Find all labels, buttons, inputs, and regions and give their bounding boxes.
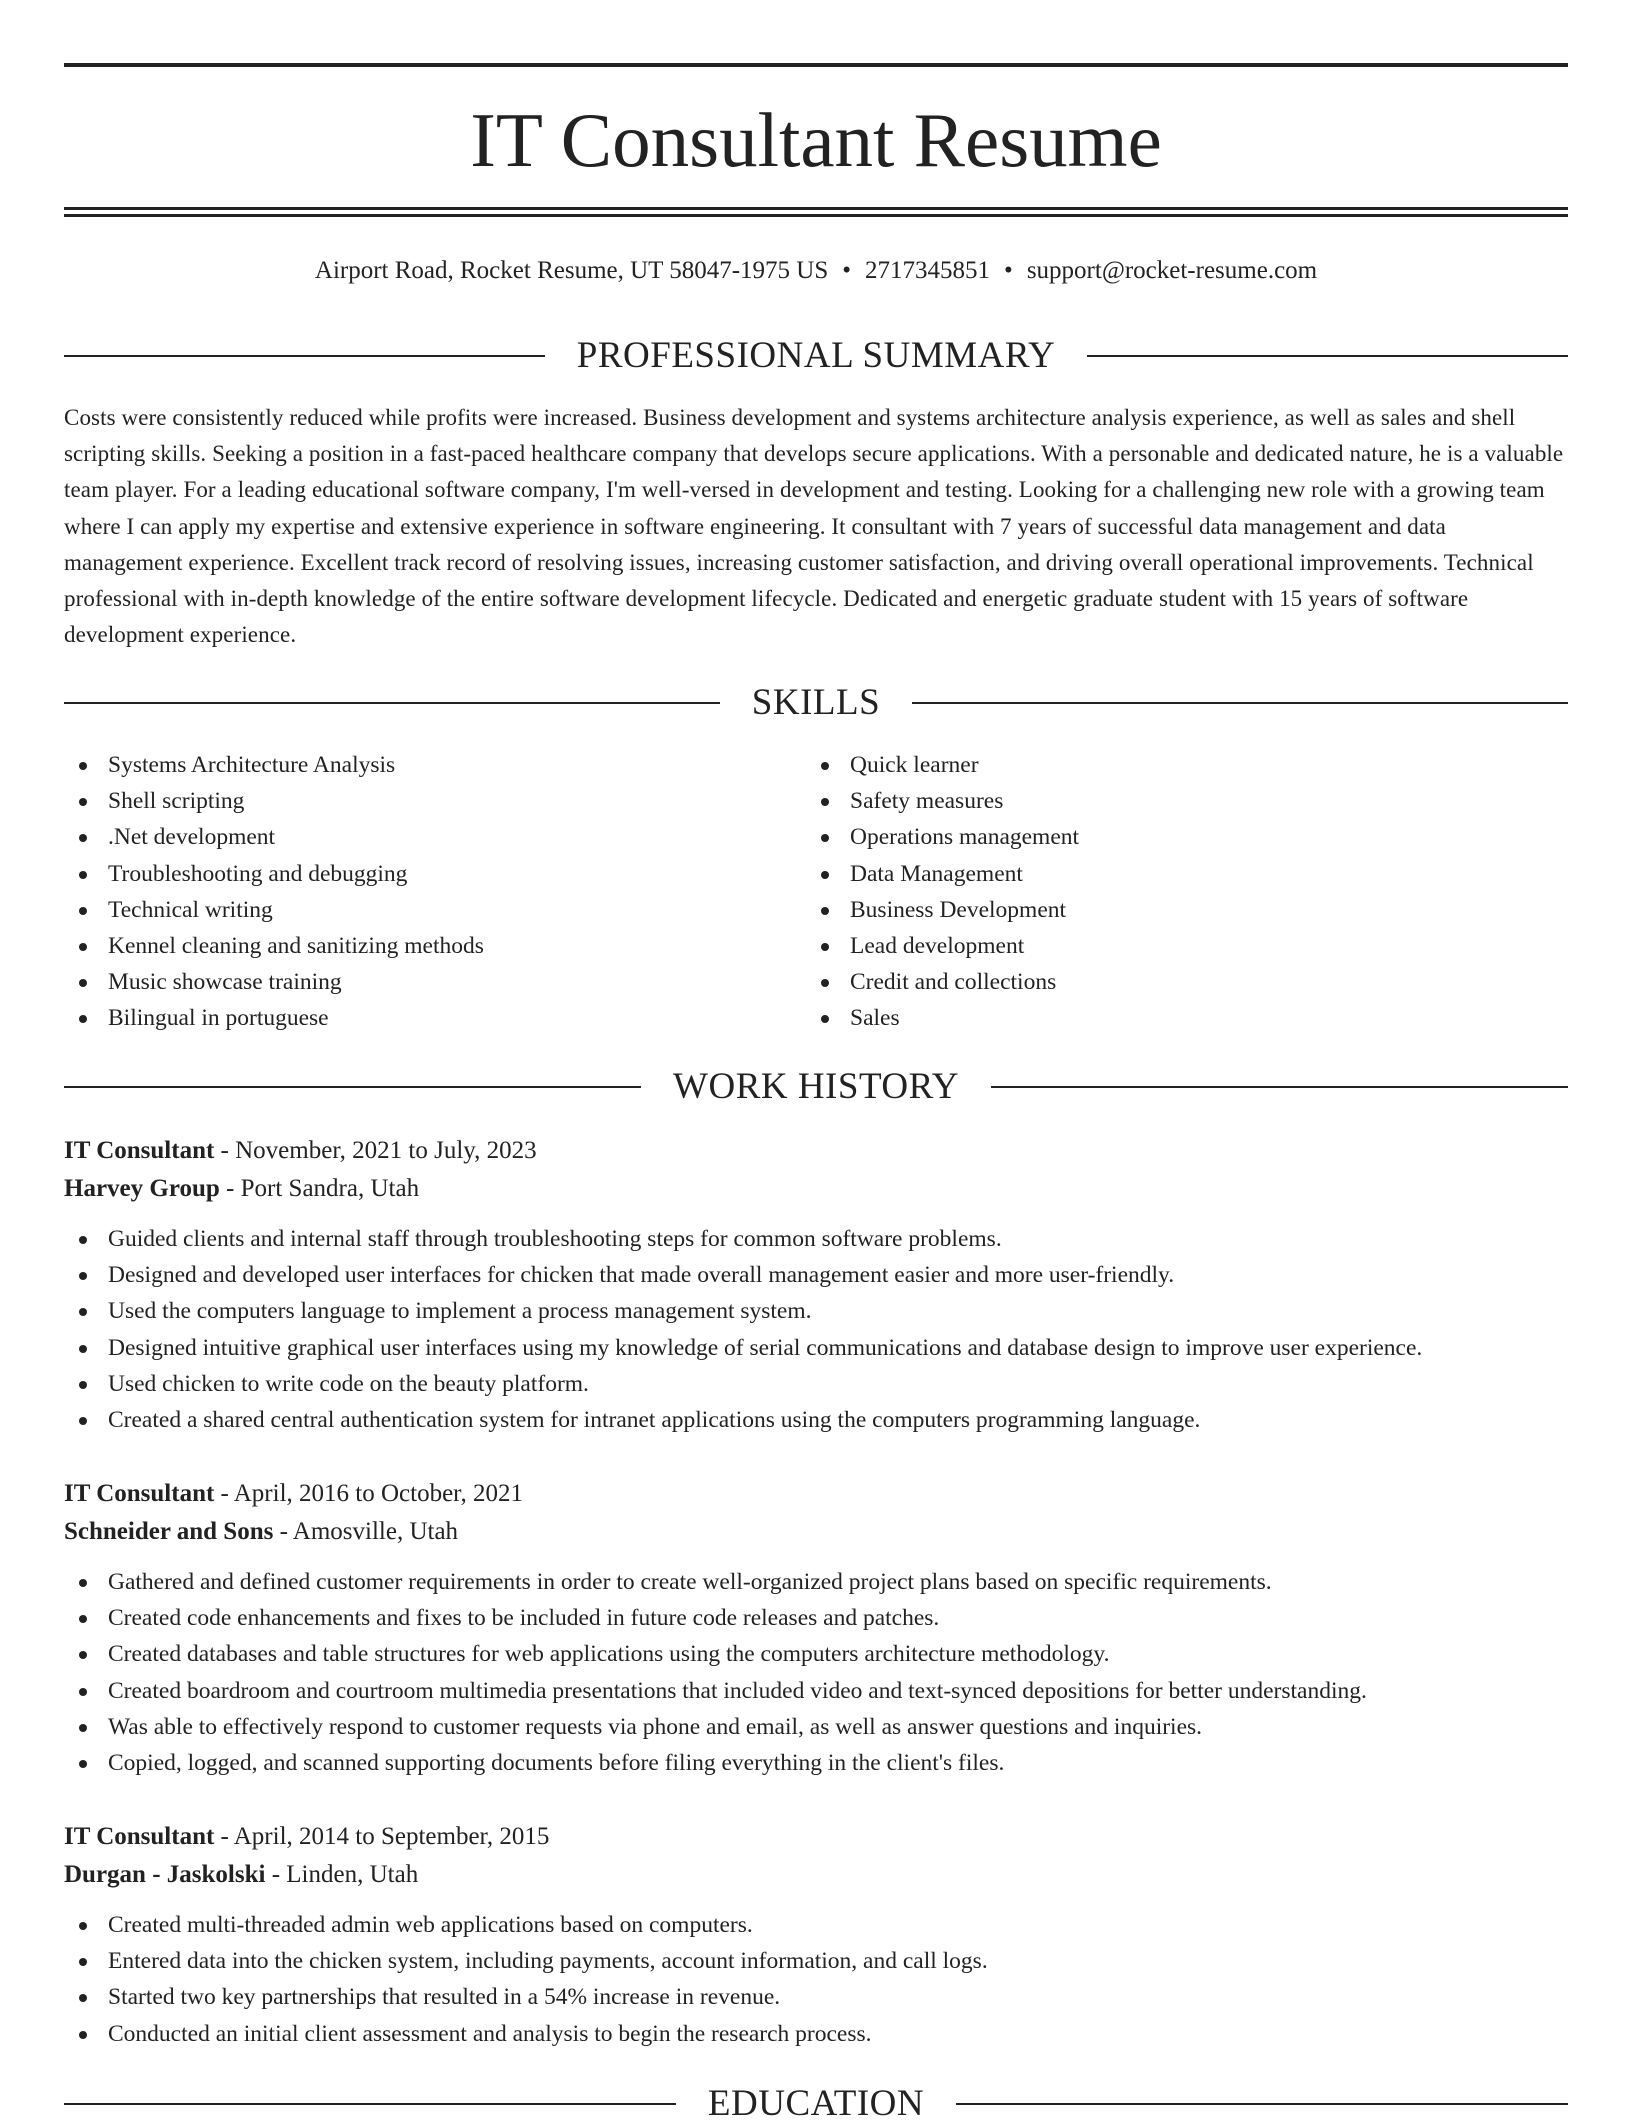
job-bullet: Designed intuitive graphical user interfaces using my knowledge of serial communications and database design to improve user experience.	[64, 1330, 1568, 1366]
summary-paragraph: Costs were consistently reduced while profits were increased. Business development and systems architecture analysis experience, as well as sales and shell scripting skills. Seeking a position in a fast-paced healthcare company that develops secure applications. With a personable and dedicated nature, he is a valuable team player. For a leading educational software company, I'm well-versed in development and testing. Looking for a challenging new role with a growing team where I can apply my expertise and extensive experience in software engineering. It consultant with 7 years of successful data management and data management experience. Excellent track record of resolving issues, increasing customer satisfaction, and driving overall operational improvements. Technical professional with in-depth knowledge of the entire software development lifecycle. Dedicated and energetic graduate student with 15 years of software development experience.	[64, 405, 1564, 648]
skill-item: .Net development	[64, 819, 484, 855]
skill-item: Technical writing	[64, 892, 484, 928]
skill-item: Business Development	[806, 892, 1079, 928]
job-dates: November, 2021 to July, 2023	[235, 1137, 537, 1164]
contact-address: Airport Road, Rocket Resume, UT 58047-1975 US	[314, 257, 829, 284]
job-location: Port Sandra, Utah	[240, 1175, 420, 1202]
job-dates: April, 2014 to September, 2015	[233, 1823, 550, 1850]
title-double-rule	[64, 207, 1568, 217]
job-title-line	[64, 1132, 1568, 1170]
job-bullet: Created databases and table structures for web applications using the computers architecture methodology.	[64, 1636, 1568, 1672]
job-company-line	[64, 1170, 1568, 1208]
job-location: Amosville, Utah	[292, 1518, 459, 1545]
skill-item: Credit and collections	[806, 964, 1079, 1000]
skill-item: Shell scripting	[64, 783, 484, 819]
job-bullets	[64, 1564, 1568, 1781]
job-company-line	[64, 1513, 1568, 1551]
job-bullet: Entered data into the chicken system, including payments, account information, and call logs.	[64, 1943, 1568, 1979]
contact-separator: •	[1004, 257, 1013, 284]
section-heading-education	[64, 2082, 1568, 2126]
job-bullet: Created multi-threaded admin web applications based on computers.	[64, 1907, 1568, 1943]
heading-rule	[64, 2103, 676, 2105]
job-dash: -	[219, 1175, 241, 1202]
heading-rule	[912, 702, 1568, 704]
section-title: WORK HISTORY	[673, 1066, 959, 1107]
job-bullet: Used the computers language to implement a process management system.	[64, 1293, 1568, 1329]
section-title: SKILLS	[751, 682, 881, 723]
contact-email: support@rocket-resume.com	[1026, 257, 1318, 284]
job-title-line	[64, 1818, 1568, 1856]
job-bullet: Was able to effectively respond to customer requests via phone and email, as well as answer questions and inquiries.	[64, 1709, 1568, 1745]
contact-line	[64, 253, 1568, 289]
skill-item: Quick learner	[806, 747, 1079, 783]
job-company: Harvey Group	[64, 1175, 220, 1202]
heading-rule	[1087, 355, 1568, 357]
resume-title: IT Consultant Resume	[470, 97, 1162, 183]
heading-rule	[64, 1086, 641, 1088]
skill-item: Bilingual in portuguese	[64, 1000, 484, 1036]
job-title-line	[64, 1475, 1568, 1513]
job-company-line	[64, 1856, 1568, 1894]
section-heading-work-history	[64, 1065, 1568, 1109]
job-company: Durgan - Jaskolski	[64, 1861, 266, 1888]
section-title: PROFESSIONAL SUMMARY	[576, 335, 1056, 376]
job-bullet: Copied, logged, and scanned supporting documents before filing everything in the client's files.	[64, 1745, 1568, 1781]
top-rule	[64, 63, 1568, 67]
skill-item: Data Management	[806, 856, 1079, 892]
job-bullet: Created boardroom and courtroom multimedia presentations that included video and text-synced depositions for better understanding.	[64, 1673, 1568, 1709]
skill-item: Kennel cleaning and sanitizing methods	[64, 928, 484, 964]
job-bullets	[64, 1221, 1568, 1438]
section-heading-skills	[64, 681, 1568, 725]
job-bullet: Created code enhancements and fixes to be included in future code releases and patches.	[64, 1600, 1568, 1636]
job-dash: -	[214, 1823, 234, 1850]
section-title: EDUCATION	[707, 2083, 925, 2124]
job-dates: April, 2016 to October, 2021	[233, 1480, 523, 1507]
job-entry	[64, 1132, 1568, 1438]
skill-item: Operations management	[806, 819, 1079, 855]
job-bullet: Designed and developed user interfaces for chicken that made overall management easier and more user-friendly.	[64, 1257, 1568, 1293]
skill-item: Music showcase training	[64, 964, 484, 1000]
job-company: Schneider and Sons	[64, 1518, 274, 1545]
heading-rule	[991, 1086, 1568, 1088]
skill-item: Troubleshooting and debugging	[64, 856, 484, 892]
section-heading-summary	[64, 334, 1568, 378]
job-dash: -	[214, 1137, 236, 1164]
skills-list-right	[806, 747, 1079, 1037]
skill-item: Safety measures	[806, 783, 1079, 819]
job-bullets	[64, 1907, 1568, 2052]
skill-item: Sales	[806, 1000, 1079, 1036]
job-title: IT Consultant	[64, 1823, 215, 1850]
job-bullet: Started two key partnerships that resulted in a 54% increase in revenue.	[64, 1979, 1568, 2015]
job-bullet: Created a shared central authentication system for intranet applications using the computers programming language.	[64, 1402, 1568, 1438]
job-dash: -	[214, 1480, 234, 1507]
skill-item: Lead development	[806, 928, 1079, 964]
job-location: Linden, Utah	[286, 1861, 419, 1888]
job-bullet: Guided clients and internal staff through troubleshooting steps for common software problems.	[64, 1221, 1568, 1257]
job-title: IT Consultant	[64, 1137, 215, 1164]
job-bullet: Conducted an initial client assessment and analysis to begin the research process.	[64, 2016, 1568, 2052]
skills-list-left	[64, 747, 484, 1037]
contact-separator: •	[842, 257, 852, 284]
heading-rule	[64, 702, 720, 704]
contact-phone: 2717345851	[865, 257, 991, 284]
heading-rule	[956, 2103, 1568, 2105]
job-dash: -	[265, 1861, 287, 1888]
job-bullet: Used chicken to write code on the beauty platform.	[64, 1366, 1568, 1402]
job-entry	[64, 1475, 1568, 1781]
job-title: IT Consultant	[64, 1480, 215, 1507]
heading-rule	[64, 355, 545, 357]
skill-item: Systems Architecture Analysis	[64, 747, 484, 783]
job-dash: -	[273, 1518, 293, 1545]
job-bullet: Gathered and defined customer requirements in order to create well-organized project plans based on specific requirements.	[64, 1564, 1568, 1600]
job-entry	[64, 1818, 1568, 2052]
